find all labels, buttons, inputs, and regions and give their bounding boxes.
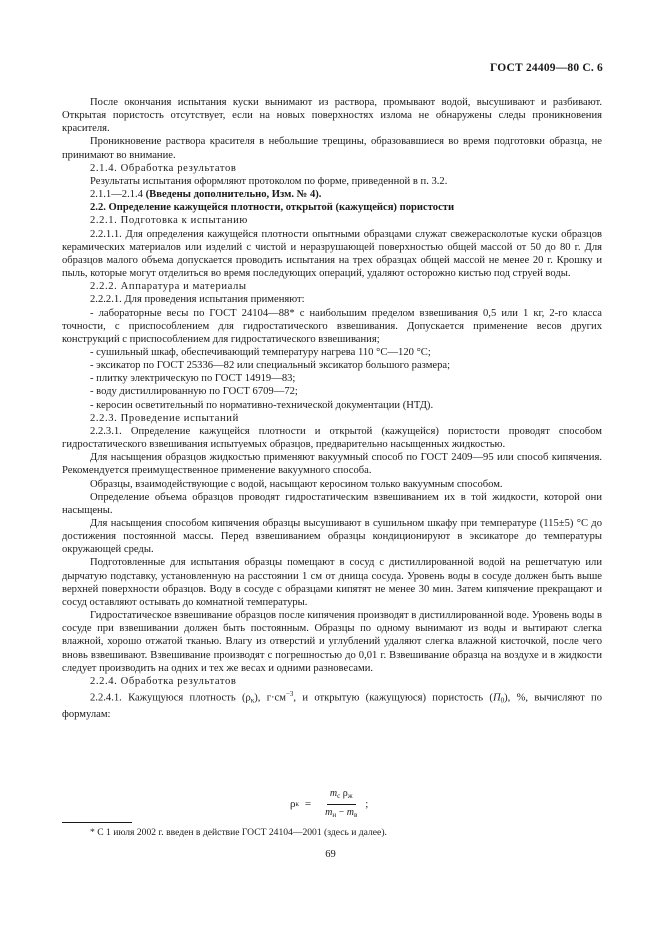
density-formula bbox=[290, 787, 368, 822]
amendment-range: 2.1.1—2.1.4 bbox=[90, 189, 146, 201]
page-header: ГОСТ 24409—80 С. 6 bbox=[490, 62, 603, 74]
paragraph: Для насыщения способом кипячения образцы высушивают в сушильном шкафу при температуре (115±5) °С до достижения постоянной массы. Перед взвешиванием образцы кондиционируют в эксикаторе до температуры окружающей среды. bbox=[62, 518, 602, 556]
paragraph: После окончания испытания куски вынимают из раствора, промывают водой, высушивают и разбивают. Открытая пористость отсутствует, если на новых поверхностях излома не обнаружены следы проникновения красителя. bbox=[62, 97, 602, 135]
formula-symbol: m bbox=[329, 788, 338, 799]
subscript: н bbox=[332, 811, 337, 820]
document-body bbox=[62, 96, 602, 721]
section-title: 2.2. Определение кажущейся плотности, открытой (кажущейся) пористости bbox=[90, 202, 455, 214]
subscript: к bbox=[250, 696, 255, 705]
paragraph: Образцы, взаимодействующие с водой, насыщают керосином только вакуумным способом. bbox=[90, 478, 503, 490]
section-heading: 2.2.1. Подготовка к испытанию bbox=[90, 215, 248, 227]
formula-symbol: m bbox=[346, 807, 354, 819]
list-item: - сушильный шкаф, обеспечивающий температуру нагрева 110 °С—120 °С; bbox=[90, 346, 431, 358]
section-heading: 2.2.4. Обработка результатов bbox=[90, 675, 237, 687]
formula-symbol: ρ bbox=[290, 798, 296, 811]
list-item: - воду дистиллированную по ГОСТ 6709—72; bbox=[90, 386, 298, 398]
list-item: - лабораторные весы по ГОСТ 24104—88* с наибольшим пределом взвешивания 0,5 или 1 кг, 2-го класса точности, с приспособлением для гидростатического взвешивания. Допускается применение весов других конструкций с приспособлением для гидростатического взвешивания; bbox=[62, 307, 602, 345]
paragraph: Подготовленные для испытания образцы помещают в сосуд с дистиллированной водой на решетчатую или дырчатую подставку, установленную на расстоянии 1 см от днища сосуда. Уровень воды в сосуде должен быть выше верхней поверхности образцов. Воду в сосуде с образцами кипятят не менее 30 мин. Затем кипячение прекращают и сосуд оставляют остывать до комнатной температуры. bbox=[62, 557, 602, 608]
list-item: - керосин осветительный по нормативно-технической документации (НТД). bbox=[90, 399, 434, 411]
denominator bbox=[322, 805, 360, 822]
text-run: ), г·см bbox=[254, 692, 286, 704]
amendment-label: (Введены дополнительно, Изм. № 4). bbox=[145, 189, 322, 201]
section-heading: 2.2.3. Проведение испытаний bbox=[90, 412, 239, 424]
minus-sign: − bbox=[338, 807, 345, 819]
symbol: П bbox=[492, 692, 501, 704]
paragraph: Гидростатическое взвешивание образцов после кипячения производят в дистиллированной воде. Уровень воды в сосуде при взвешивании должен быть постоянным. Образцы по одному вынимают из воды и вытирают слегка влажной, хорошо отжатой тканью. Влагу из отверстий и углублений удаляют слегка влажной кисточкой, после чего вновь взвешивают. Взвешивание производят с погрешностью до 0,01 г. Взвешивание образца на воздухе и в жидкости следует производить на одних и тех же весах и одними разновесами. bbox=[62, 610, 602, 674]
formula-punctuation: ; bbox=[365, 798, 369, 811]
text-run: 2.2.4.1. Кажущуюся плотность (ρ bbox=[90, 692, 251, 704]
paragraph: Проникновение раствора красителя в небольшие трещины, образовавшиеся во время подготовки образца, не принимают во внимание. bbox=[62, 136, 602, 161]
formula-symbol: m bbox=[325, 807, 333, 819]
subscript: к bbox=[295, 800, 299, 809]
paragraph: Определение объема образцов проводят гидростатическим взвешиванием их в той жидкости, которой они насыщены. bbox=[62, 491, 602, 516]
list-item: - эксикатор по ГОСТ 25336—82 или специальный эксикатор большого размера; bbox=[90, 360, 451, 372]
footnote: * С 1 июля 2002 г. введен в действие ГОСТ 24104—2001 (здесь и далее). bbox=[90, 827, 387, 838]
numerator bbox=[327, 787, 356, 805]
paragraph: Для насыщения образцов жидкостью применяют вакуумный способ по ГОСТ 2409—95 или способ кипячения. Рекомендуется преимущественное применение вакуумного способа. bbox=[62, 452, 602, 477]
fraction bbox=[322, 787, 360, 822]
text-run: ), %, вычисляют по формулам: bbox=[62, 692, 602, 720]
section-heading: 2.2.2. Аппаратура и материалы bbox=[90, 281, 247, 293]
footnote-divider bbox=[62, 822, 132, 823]
subscript: в bbox=[353, 811, 358, 820]
paragraph: 2.2.2.1. Для проведения испытания применяют: bbox=[90, 294, 305, 306]
amendment-note bbox=[62, 188, 602, 201]
subscript: 0 bbox=[500, 696, 505, 705]
superscript: −3 bbox=[285, 690, 294, 699]
subscript: ж bbox=[347, 792, 353, 800]
formula-symbol: ρ bbox=[342, 788, 348, 799]
text-run: , и открытую (кажущуюся) пористость ( bbox=[293, 692, 493, 704]
paragraph-formula-intro bbox=[62, 688, 602, 721]
page-number: 69 bbox=[325, 849, 336, 860]
subscript: c bbox=[337, 792, 341, 800]
paragraph: 2.2.3.1. Определение кажущейся плотности и открытой (кажущейся) пористости проводят способом гидростатического взвешивания испытуемых образцов, предварительно насыщенных жидкостью. bbox=[62, 425, 602, 451]
list-item: - плитку электрическую по ГОСТ 14919—83; bbox=[90, 373, 296, 385]
section-heading: 2.1.4. Обработка результатов bbox=[90, 162, 237, 174]
paragraph: 2.2.1.1. Для определения кажущейся плотности опытными образцами служат свежерасколотые куски образцов керамических материалов или изделий с чистой и неразрушающей поверхностью общей массой от 50 до 80 г. Для образцов малого объема допускается проводить испытания на трех образцах общей массой не менее 20 г. Крошку и пыль, которые могут отделиться во время последующих операций, удаляют осторожно кистью под струей воды. bbox=[62, 228, 602, 280]
equals-sign: = bbox=[304, 798, 312, 811]
paragraph: Результаты испытания оформляют протоколом по форме, приведенной в п. 3.2. bbox=[90, 175, 448, 187]
